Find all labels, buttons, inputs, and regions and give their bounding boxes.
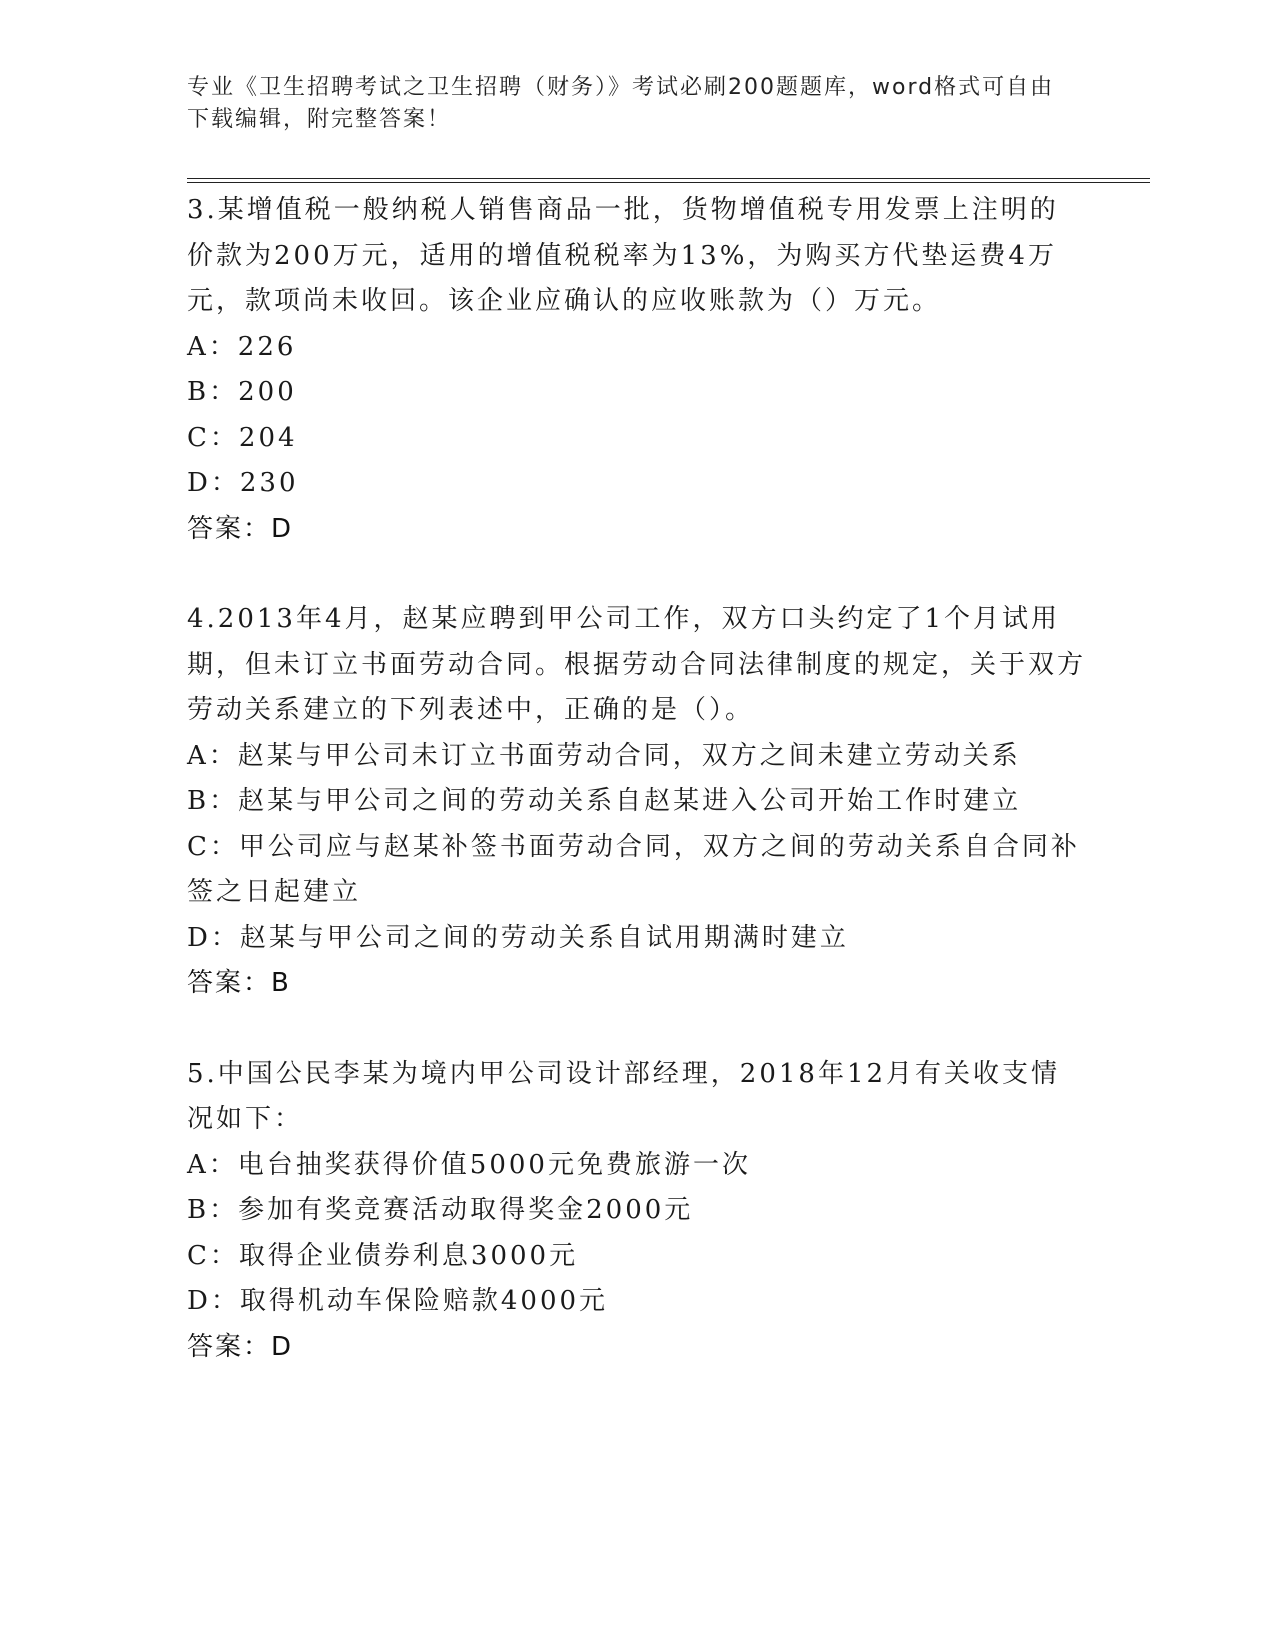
option-text: 230 [239, 468, 299, 498]
option-a [187, 734, 1087, 780]
option-text: 226 [237, 331, 297, 362]
option-label: A： [187, 331, 238, 362]
question-5 [187, 1052, 1087, 1371]
option-text: 204 [238, 422, 298, 453]
option-label: D： [187, 468, 240, 498]
option-c [187, 1234, 1087, 1280]
answer-line: 答案：B [187, 968, 291, 998]
option-b [187, 1188, 1087, 1234]
header-divider-top [187, 178, 1150, 179]
option-c [187, 825, 1087, 916]
option-text: 参加有奖竞赛活动取得奖金2000元 [238, 1195, 694, 1225]
option-label: B： [187, 377, 239, 407]
header-divider-bottom [187, 182, 1150, 183]
option-label: A： [187, 1149, 238, 1180]
question-text: 3.某增值税一般纳税人销售商品一批，货物增值税专用发票上注明的价款为200万元，适用的增值税税率为13%，为购买方代垫运费4万元，款项尚未收回。该企业应确认的应收账款为（）万元。 [187, 195, 1059, 316]
option-a [187, 1143, 1087, 1189]
option-label: C： [187, 422, 239, 453]
answer-line: 答案：D [187, 513, 294, 544]
option-text: 200 [238, 377, 297, 407]
option-text: 赵某与甲公司之间的劳动关系自赵某进入公司开始工作时建立 [238, 786, 1022, 816]
question-3 [187, 188, 1087, 552]
option-b [187, 370, 1087, 416]
option-d [187, 461, 1087, 507]
option-text: 赵某与甲公司未订立书面劳动合同，双方之间未建立劳动关系 [237, 740, 1021, 771]
option-c [187, 416, 1087, 462]
document-header: 专业《卫生招聘考试之卫生招聘（财务）》考试必刷200题题库，word格式可自由下载编辑，附完整答案！ [187, 75, 1055, 132]
option-b [187, 779, 1087, 825]
option-label: B： [187, 1195, 239, 1225]
question-list [187, 188, 1087, 1415]
option-label: B： [187, 786, 239, 816]
question-text: 5.中国公民李某为境内甲公司设计部经理，2018年12月有关收支情况如下： [187, 1058, 1061, 1134]
answer-line: 答案：D [187, 1331, 294, 1362]
option-d [187, 916, 1087, 962]
option-text: 电台抽奖获得价值5000元免费旅游一次 [237, 1149, 751, 1180]
option-text: 赵某与甲公司之间的劳动关系自试用期满时建立 [239, 922, 849, 953]
option-text: 取得机动车保险赔款4000元 [239, 1286, 609, 1316]
option-d [187, 1279, 1087, 1325]
option-a [187, 325, 1087, 371]
option-text: 甲公司应与赵某补签书面劳动合同，双方之间的劳动关系自合同补签之日起建立 [187, 831, 1080, 907]
option-label: C： [187, 1240, 239, 1271]
option-text: 取得企业债券利息3000元 [238, 1240, 579, 1271]
question-4 [187, 597, 1087, 1007]
option-label: A： [187, 740, 238, 771]
option-label: D： [187, 1286, 240, 1316]
question-text: 4.2013年4月，赵某应聘到甲公司工作，双方口头约定了1个月试用期，但未订立书面劳动合同。根据劳动合同法律制度的规定，关于双方劳动关系建立的下列表述中，正确的是（）。 [187, 604, 1087, 725]
option-label: D： [187, 922, 240, 953]
option-label: C： [187, 831, 239, 862]
